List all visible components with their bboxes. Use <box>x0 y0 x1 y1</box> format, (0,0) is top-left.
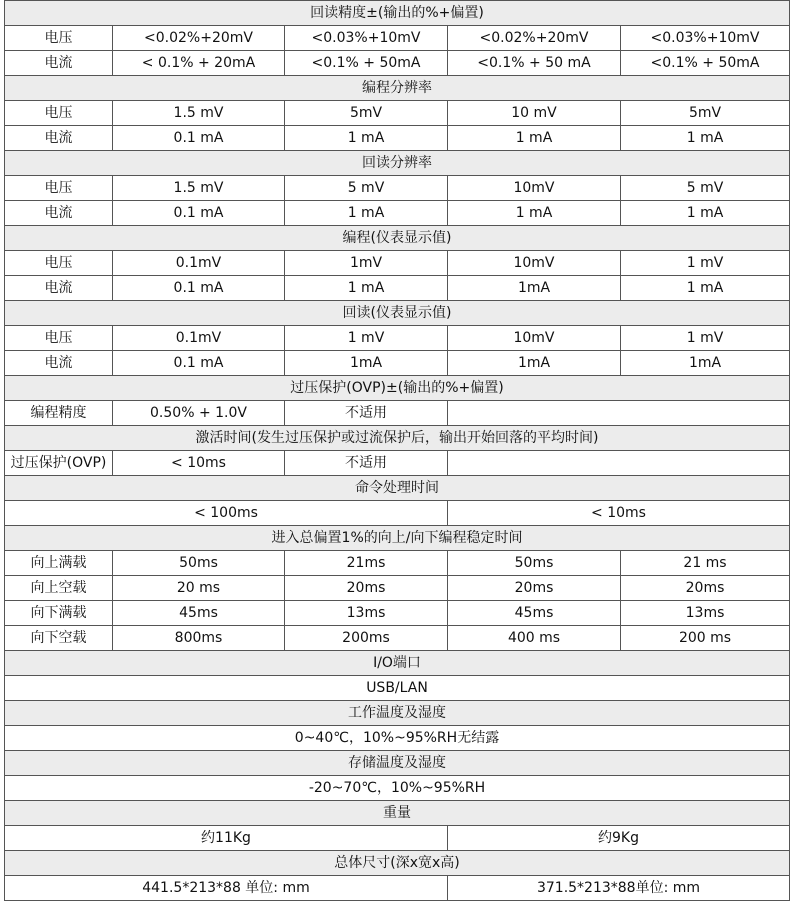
table-row <box>5 826 790 851</box>
section-header-row <box>5 751 790 776</box>
cell-value: 1.5 mV <box>113 176 285 201</box>
cell-value: 1 mV <box>621 326 790 351</box>
cell-value: 约11Kg <box>5 826 448 851</box>
cell-value: 不适用 <box>285 401 448 426</box>
cell-value: 0~40℃，10%~95%RH无结露 <box>5 726 790 751</box>
section-title: 回读(仪表显示值) <box>5 301 790 326</box>
cell-value: 0.50% + 1.0V <box>113 401 285 426</box>
cell-value: 5 mV <box>285 176 448 201</box>
cell-value: 5mV <box>285 101 448 126</box>
cell-value: 50ms <box>448 551 621 576</box>
section-title: 命令处理时间 <box>5 476 790 501</box>
cell-value: <0.02%+20mV <box>448 26 621 51</box>
cell-value: USB/LAN <box>5 676 790 701</box>
section-title: 重量 <box>5 801 790 826</box>
cell-value: 1mA <box>448 276 621 301</box>
table-row <box>5 551 790 576</box>
row-label: 过压保护(OVP) <box>5 451 113 476</box>
cell-value: 21 ms <box>621 551 790 576</box>
cell-value: 1 mV <box>285 326 448 351</box>
table-row <box>5 51 790 76</box>
cell-value: 不适用 <box>285 451 448 476</box>
cell-value: 约9Kg <box>448 826 790 851</box>
row-label: 向下满载 <box>5 601 113 626</box>
cell-value: 21ms <box>285 551 448 576</box>
row-label: 电流 <box>5 351 113 376</box>
table-row <box>5 451 790 476</box>
cell-value: 0.1mV <box>113 326 285 351</box>
table-row <box>5 276 790 301</box>
cell-value: 10mV <box>448 251 621 276</box>
cell-value: 1 mA <box>621 126 790 151</box>
cell-value: 1mV <box>285 251 448 276</box>
section-header-row <box>5 76 790 101</box>
cell-value: 1 mA <box>285 276 448 301</box>
cell-value <box>448 401 790 426</box>
section-title: 回读精度±(输出的%+偏置) <box>5 1 790 26</box>
cell-value: 400 ms <box>448 626 621 651</box>
section-title: 工作温度及湿度 <box>5 701 790 726</box>
table-row <box>5 351 790 376</box>
table-row <box>5 601 790 626</box>
row-label: 电流 <box>5 126 113 151</box>
section-header-row <box>5 526 790 551</box>
cell-value: 13ms <box>621 601 790 626</box>
row-label: 电压 <box>5 251 113 276</box>
cell-value: <0.02%+20mV <box>113 26 285 51</box>
cell-value: 1 mA <box>621 201 790 226</box>
table-row <box>5 126 790 151</box>
table-row <box>5 626 790 651</box>
section-header-row <box>5 426 790 451</box>
cell-value: 1mA <box>448 351 621 376</box>
section-title: 进入总偏置1%的向上/向下编程稳定时间 <box>5 526 790 551</box>
cell-value: 20ms <box>285 576 448 601</box>
cell-value: 800ms <box>113 626 285 651</box>
table-row <box>5 776 790 801</box>
row-label: 向下空载 <box>5 626 113 651</box>
table-row <box>5 726 790 751</box>
cell-value: 45ms <box>448 601 621 626</box>
cell-value: < 10ms <box>113 451 285 476</box>
table-row <box>5 401 790 426</box>
section-header-row <box>5 801 790 826</box>
row-label: 电流 <box>5 276 113 301</box>
cell-value: 371.5*213*88单位: mm <box>448 876 790 901</box>
table-row <box>5 676 790 701</box>
section-title: 存储温度及湿度 <box>5 751 790 776</box>
table-row <box>5 176 790 201</box>
table-row <box>5 251 790 276</box>
cell-value: 441.5*213*88 单位: mm <box>5 876 448 901</box>
cell-value: 1 mA <box>285 126 448 151</box>
section-header-row <box>5 851 790 876</box>
cell-value: 1mA <box>285 351 448 376</box>
table-row <box>5 101 790 126</box>
cell-value: <0.1% + 50 mA <box>448 51 621 76</box>
cell-value: 0.1 mA <box>113 276 285 301</box>
cell-value: 10mV <box>448 326 621 351</box>
spec-table <box>4 0 790 901</box>
cell-value: <0.03%+10mV <box>285 26 448 51</box>
section-header-row <box>5 1 790 26</box>
cell-value: 20ms <box>448 576 621 601</box>
table-row <box>5 501 790 526</box>
table-row <box>5 326 790 351</box>
cell-value: 10mV <box>448 176 621 201</box>
row-label: 编程精度 <box>5 401 113 426</box>
section-header-row <box>5 476 790 501</box>
cell-value: 10 mV <box>448 101 621 126</box>
row-label: 向上满载 <box>5 551 113 576</box>
table-row <box>5 876 790 901</box>
table-row <box>5 576 790 601</box>
cell-value: < 100ms <box>5 501 448 526</box>
cell-value: 13ms <box>285 601 448 626</box>
section-title: 激活时间(发生过压保护或过流保护后，输出开始回落的平均时间) <box>5 426 790 451</box>
section-header-row <box>5 376 790 401</box>
cell-value: 1.5 mV <box>113 101 285 126</box>
section-header-row <box>5 226 790 251</box>
cell-value: 0.1mV <box>113 251 285 276</box>
cell-value: <0.1% + 50mA <box>621 51 790 76</box>
cell-value: 1mA <box>621 351 790 376</box>
section-title: I/O端口 <box>5 651 790 676</box>
cell-value: 5 mV <box>621 176 790 201</box>
section-title: 总体尺寸(深x宽x高) <box>5 851 790 876</box>
cell-value: 0.1 mA <box>113 351 285 376</box>
table-row <box>5 201 790 226</box>
section-title: 过压保护(OVP)±(输出的%+偏置) <box>5 376 790 401</box>
row-label: 电压 <box>5 101 113 126</box>
table-row <box>5 26 790 51</box>
cell-value <box>448 451 790 476</box>
cell-value: 1 mA <box>448 201 621 226</box>
cell-value: 0.1 mA <box>113 201 285 226</box>
cell-value: 200 ms <box>621 626 790 651</box>
cell-value: 200ms <box>285 626 448 651</box>
section-title: 回读分辨率 <box>5 151 790 176</box>
section-title: 编程分辨率 <box>5 76 790 101</box>
row-label: 电压 <box>5 176 113 201</box>
cell-value: 1 mA <box>285 201 448 226</box>
row-label: 电压 <box>5 26 113 51</box>
cell-value: 1 mV <box>621 251 790 276</box>
cell-value: 45ms <box>113 601 285 626</box>
cell-value: < 10ms <box>448 501 790 526</box>
cell-value: < 0.1% + 20mA <box>113 51 285 76</box>
section-header-row <box>5 151 790 176</box>
cell-value: 1 mA <box>621 276 790 301</box>
cell-value: <0.03%+10mV <box>621 26 790 51</box>
row-label: 电流 <box>5 201 113 226</box>
section-header-row <box>5 701 790 726</box>
cell-value: 0.1 mA <box>113 126 285 151</box>
row-label: 电流 <box>5 51 113 76</box>
cell-value: 20ms <box>621 576 790 601</box>
cell-value: 5mV <box>621 101 790 126</box>
section-header-row <box>5 651 790 676</box>
cell-value: <0.1% + 50mA <box>285 51 448 76</box>
cell-value: 50ms <box>113 551 285 576</box>
cell-value: 20 ms <box>113 576 285 601</box>
cell-value: -20~70℃，10%~95%RH <box>5 776 790 801</box>
section-header-row <box>5 301 790 326</box>
row-label: 向上空载 <box>5 576 113 601</box>
cell-value: 1 mA <box>448 126 621 151</box>
section-title: 编程(仪表显示值) <box>5 226 790 251</box>
row-label: 电压 <box>5 326 113 351</box>
